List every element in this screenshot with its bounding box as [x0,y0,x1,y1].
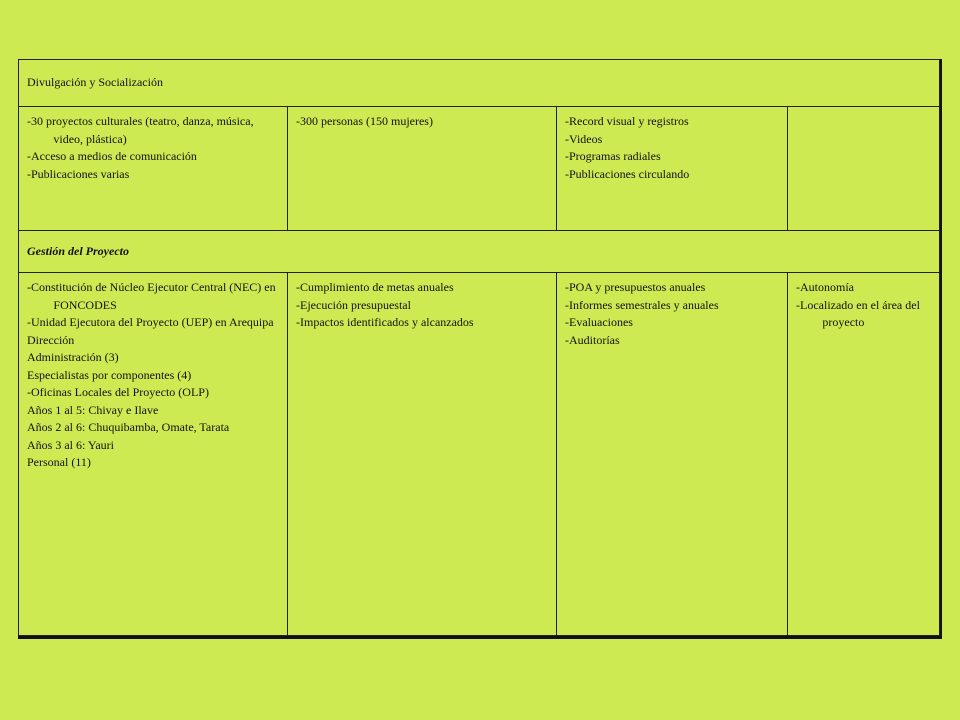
list-item: -300 personas (150 mujeres) [296,114,433,128]
section-title-divulgacion [19,60,940,107]
section-title: Divulgación y Socialización [27,75,163,90]
cell-indicators [288,273,557,636]
cell-verification [557,107,788,231]
cell-verification [557,273,788,636]
cell-assumptions [788,273,940,636]
list-item: Años 3 al 6: Yauri [27,437,115,452]
list-item: -Publicaciones circulando [565,166,690,181]
table-row [19,273,940,636]
cell-indicators [288,107,557,231]
section-title-gestion [19,231,940,273]
list-item: -Auditorías [565,332,620,347]
table-row [19,107,940,231]
list-item: -Localizado en el área del proyecto [796,297,920,329]
list-item: -Evaluaciones [565,315,633,329]
cell-activities [19,273,288,636]
indicator-table [18,59,940,636]
cell-activities [19,107,288,231]
list-item: -Ejecución presupuestal [296,297,411,312]
list-item: Años 1 al 5: Chivay e Ilave [27,402,159,417]
section-header-row [19,231,940,273]
section-title: Gestión del Proyecto [27,243,129,258]
list-item: -Programas radiales [565,149,661,163]
list-item: -Oficinas Locales del Proyecto (OLP) [27,385,209,399]
list-item: Especialistas por componentes (4) [27,367,192,382]
list-item: -POA y presupuestos anuales [565,280,706,294]
list-item: Años 2 al 6: Chuquibamba, Omate, Tarata [27,420,230,434]
list-item: -Autonomía [796,280,854,294]
list-item: -Impactos identificados y alcanzados [296,315,474,329]
section-header-row [19,60,940,107]
list-item: Dirección [27,332,75,347]
list-item: -Constitución de Núcleo Ejecutor Central (NEC) en FONCODES [27,280,276,312]
list-item: -Publicaciones varias [27,166,130,181]
list-item: -Informes semestrales y anuales [565,297,719,312]
list-item: -Unidad Ejecutora del Proyecto (UEP) en Arequipa [27,315,274,329]
list-item: -Cumplimiento de metas anuales [296,280,454,294]
list-item: -Record visual y registros [565,114,689,128]
cell-assumptions [788,107,940,231]
list-item: Personal (11) [27,455,91,469]
list-item: -Videos [565,131,603,146]
list-item: Administración (3) [27,350,119,364]
list-item: -Acceso a medios de comunicación [27,149,197,163]
list-item: -30 proyectos culturales (teatro, danza, música, video, plástica) [27,114,254,146]
